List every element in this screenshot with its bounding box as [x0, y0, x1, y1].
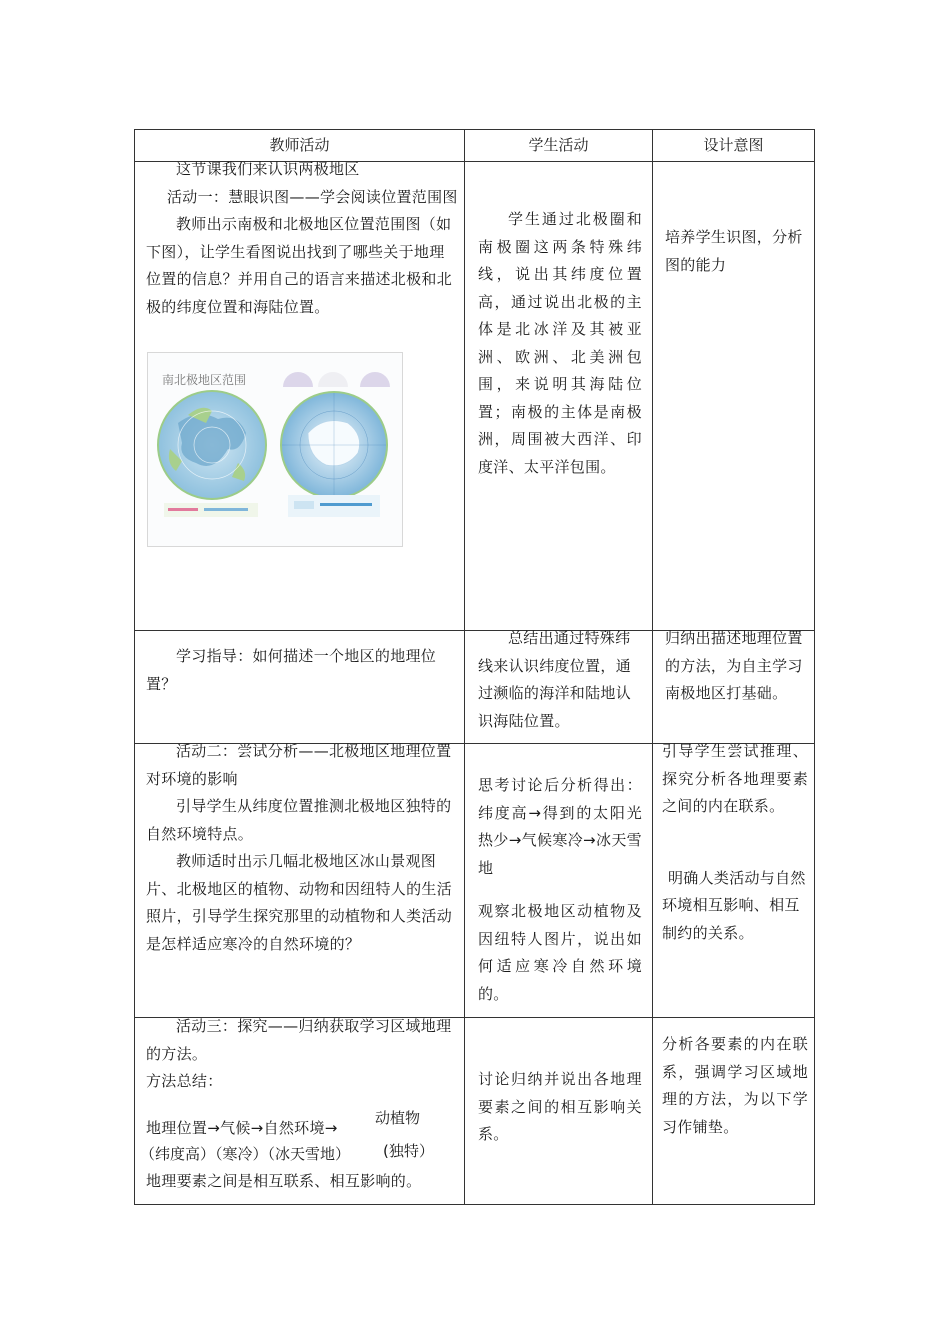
row2-student-text: 总结出通过特殊纬线来认识纬度位置，通过濒临的海洋和陆地认识海陆位置。 [478, 629, 632, 730]
row2-design [665, 625, 807, 708]
row3-student-observe: 观察北极地区动植物及因纽特人图片，说出如何适应寒冷自然环境的。 [478, 902, 642, 1003]
row4-design [662, 1031, 808, 1141]
map-title: 南北极地区范围 [162, 373, 247, 387]
row1-student [478, 206, 642, 481]
row4-conclusion: 地理要素之间是相互联系、相互影响的。 [146, 1172, 422, 1190]
row4-teacher [146, 1013, 458, 1096]
row1-teacher-desc: 教师出示南极和北极地区位置范围图（如下图），让学生看图说出找到了哪些关于地理位置的信息？并用自己的语言来描述北极和北极的纬度位置和海陆位置。 [146, 215, 453, 316]
header-teacher: 教师活动 [269, 136, 330, 154]
row2-student [478, 625, 642, 735]
row4-method-label: 方法总结： [146, 1072, 223, 1090]
map-graphic [148, 353, 402, 546]
header-design: 设计意图 [703, 136, 764, 154]
row3-teacher [146, 738, 458, 958]
row1-activity-title: 活动一：慧眼识图——学会阅读位置范围图 [167, 187, 458, 206]
row3-teacher-desc: 教师适时出示几幅北极地区冰山景观图片、北极地区的植物、动物和因纽特人的生活照片，引导学生探究那里的动植物和人类活动是怎样适应寒冷的自然环境的？ [146, 852, 453, 953]
row3-design-relation: 明确人类活动与自然环境相互影响、相互制约的关系。 [662, 868, 806, 942]
row1-teacher [146, 156, 458, 321]
row3-design [662, 738, 808, 947]
row4-chain-top: 动植物 [375, 1109, 421, 1127]
row3-activity-title: 活动二：尝试分析——北极地区地理位置对环境的影响 [146, 742, 452, 788]
row1-design-text: 培养学生识图，分析图的能力 [665, 228, 803, 274]
row4-chain-main: 地理位置→气候→自然环境→ [146, 1119, 338, 1137]
row1-design [665, 224, 807, 279]
row4-student [478, 1066, 642, 1149]
row3-student [478, 772, 642, 1008]
row4-design-text: 分析各要素的内在联系，强调学习区域地理的方法，为以下学习作铺垫。 [662, 1035, 808, 1136]
header-student: 学生活动 [528, 136, 589, 154]
row1-teacher-intro: 这节课我们来认识两极地区 [176, 160, 360, 178]
row2-teacher-text: 学习指导：如何描述一个地区的地理位置？ [146, 647, 437, 693]
row3-design-reasoning: 引导学生尝试推理、探究分析各地理要素之间的内在联系。 [662, 742, 808, 815]
row2-teacher [146, 643, 458, 698]
row3-teacher-guide: 引导学生从纬度位置推测北极地区独特的自然环境特点。 [146, 797, 452, 843]
row3-student-analysis: 思考讨论后分析得出：纬度高→得到的太阳光热少→气候寒冷→冰天雪地 [478, 776, 642, 877]
polar-region-map [147, 352, 403, 547]
row2-design-text: 归纳出描述地理位置的方法，为自主学习南极地区打基础。 [665, 629, 803, 702]
row1-student-text: 学生通过北极圈和南极圈这两条特殊纬线，说出其纬度位置高，通过说出北极的主体是北冰洋及其被亚洲、欧洲、北美洲包围，来说明其海陆位置；南极的主体是南极洲，周围被大西洋、印度洋、太平洋包围。 [478, 210, 642, 476]
row4-chain-sub-end: (独特） [383, 1142, 434, 1160]
row4-activity-title: 活动三：探究——归纳获取学习区域地理的方法。 [146, 1017, 452, 1063]
row4-chain-sub: （纬度高）（寒冷）（冰天雪地） [140, 1145, 351, 1163]
row4-student-text: 讨论归纳并说出各地理要素之间的相互影响关系。 [478, 1070, 642, 1143]
